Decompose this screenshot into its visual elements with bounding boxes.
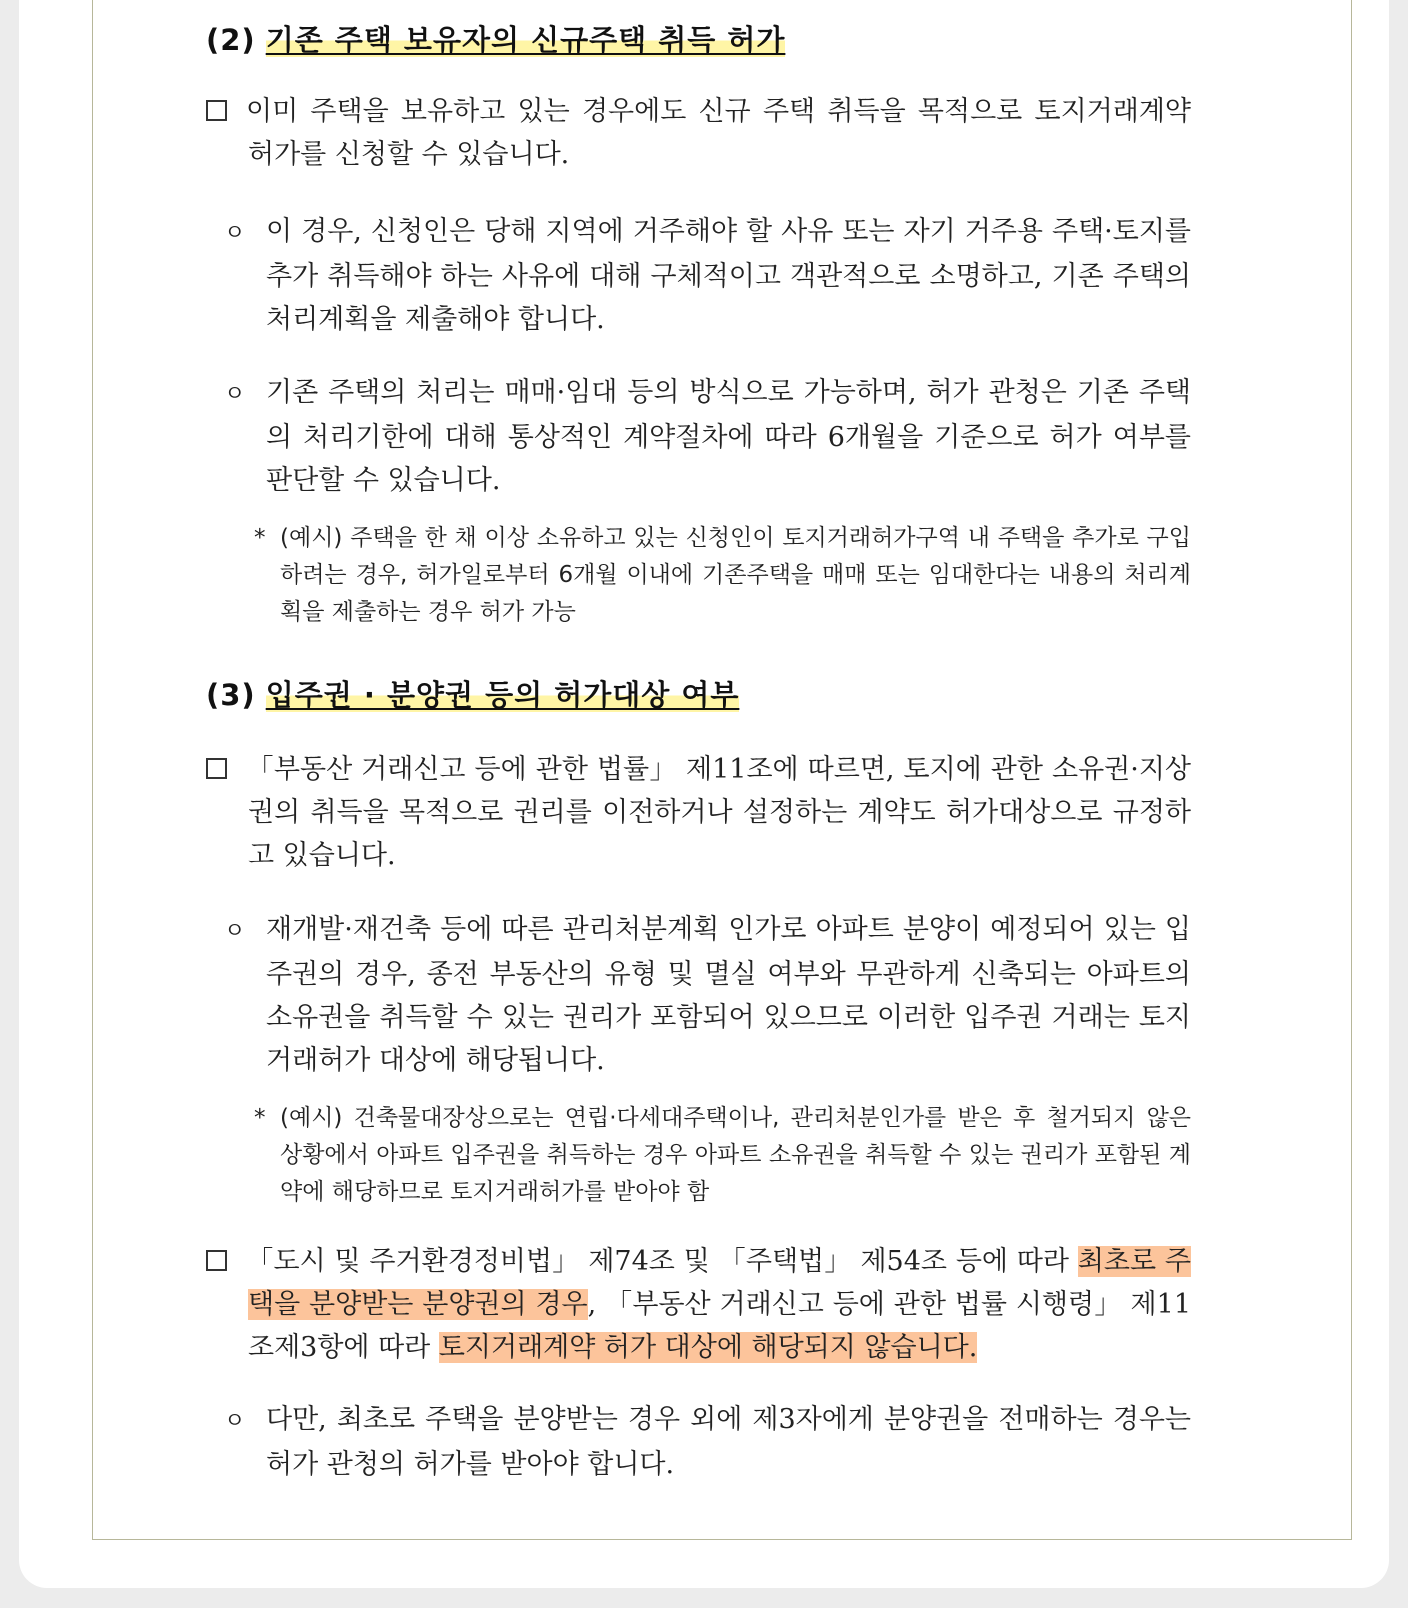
section-3-bullet-1-text: 재개발·재건축 등에 따른 관리처분계획 인가로 아파트 분양이 예정되어 있는 입주권의 경우, 종전 부동산의 유형 및 멸실 여부와 무관하게 신축되는 아파트의 소유권을 취득할 수 있는 권리가 포함되어 있으므로 이러한 입주권 거래는 토지거래허가 대상에 해당됩니다.: [266, 914, 1191, 1076]
section-3-bullet-1: [224, 908, 1191, 1082]
bullet-circle-icon: ㅇ: [224, 382, 246, 407]
highlighted-text-first-sale: 최초로 주택을 분양받는 분양권의 경우: [248, 1246, 1191, 1320]
section-3-number: (3): [206, 678, 256, 712]
section-3-example-text: (예시) 건축물대장상으로는 연립·다세대주택이나, 관리처분인가를 받은 후 철거되지 않은 상황에서 아파트 입주권을 취득하는 경우 아파트 소유권을 취득할 수 있는 권리가 포함된 계약에 해당하므로 토지거래허가를 받아야 함: [280, 1105, 1191, 1205]
bullet-circle-icon: ㅇ: [224, 1409, 246, 1434]
section-3-bullet-2-text: 다만, 최초로 주택을 분양받는 경우 외에 제3자에게 분양권을 전매하는 경우는 허가 관청의 허가를 받아야 합니다.: [266, 1404, 1191, 1480]
section-2-bullet-1-text: 이 경우, 신청인은 당해 지역에 거주해야 할 사유 또는 자기 거주용 주택·토지를 추가 취득해야 하는 사유에 대해 구체적이고 객관적으로 소명하고, 기존 주택의 처리계획을 제출해야 합니다.: [266, 216, 1191, 335]
section-3-heading: [206, 675, 739, 715]
section-3-box-1-text: 「부동산 거래신고 등에 관한 법률」 제11조에 따르면, 토지에 관한 소유권·지상권의 취득을 목적으로 권리를 이전하거나 설정하는 계약도 허가대상으로 규정하고 있습니다.: [246, 754, 1191, 871]
bullet-circle-icon: ㅇ: [224, 221, 246, 246]
section-2-bullet-1: [224, 210, 1191, 341]
asterisk-icon: *: [254, 1105, 266, 1131]
section-3-box-paragraph-2: [206, 1240, 1191, 1369]
section-3-title: 입주권 · 분양권 등의 허가대상 여부: [265, 678, 740, 712]
section-3-box-2-text-b: , 「부동산 거래신고 등에 관한 법률 시행령」 제11조제3항에 따라: [248, 1289, 1191, 1363]
section-2-example-note: [254, 520, 1191, 631]
square-checkbox-icon: [206, 758, 227, 779]
section-2-example-text: (예시) 주택을 한 채 이상 소유하고 있는 신청인이 토지거래허가구역 내 주택을 추가로 구입하려는 경우, 허가일로부터 6개월 이내에 기존주택을 매매 또는 임대한다는 내용의 처리계획을 제출하는 경우 허가 가능: [280, 525, 1191, 625]
section-3-box-2-text-a: 「도시 및 주거환경정비법」 제74조 및 「주택법」 제54조 등에 따라: [246, 1246, 1078, 1277]
section-3-box-paragraph-1: [206, 748, 1191, 877]
section-2-bullet-2-text: 기존 주택의 처리는 매매·임대 등의 방식으로 가능하며, 허가 관청은 기존 주택의 처리기한에 대해 통상적인 계약절차에 따라 6개월을 기준으로 허가 여부를 판단할 수 있습니다.: [266, 377, 1191, 496]
section-2-box-paragraph: [206, 90, 1191, 176]
section-2-bullet-2: [224, 371, 1191, 502]
square-checkbox-icon: [206, 100, 227, 121]
section-3-bullet-2: [224, 1398, 1191, 1486]
section-2-heading: [206, 20, 785, 60]
section-2-box-text: 이미 주택을 보유하고 있는 경우에도 신규 주택 취득을 목적으로 토지거래계약 허가를 신청할 수 있습니다.: [246, 96, 1191, 170]
highlighted-text-not-subject: 토지거래계약 허가 대상에 해당되지 않습니다.: [438, 1332, 978, 1363]
section-3-example-note: [254, 1100, 1191, 1211]
section-2-title: 기존 주택 보유자의 신규주택 취득 허가: [265, 23, 786, 57]
section-2-number: (2): [206, 23, 256, 57]
bullet-circle-icon: ㅇ: [224, 919, 246, 944]
square-checkbox-icon: [206, 1250, 227, 1271]
asterisk-icon: *: [254, 525, 266, 551]
